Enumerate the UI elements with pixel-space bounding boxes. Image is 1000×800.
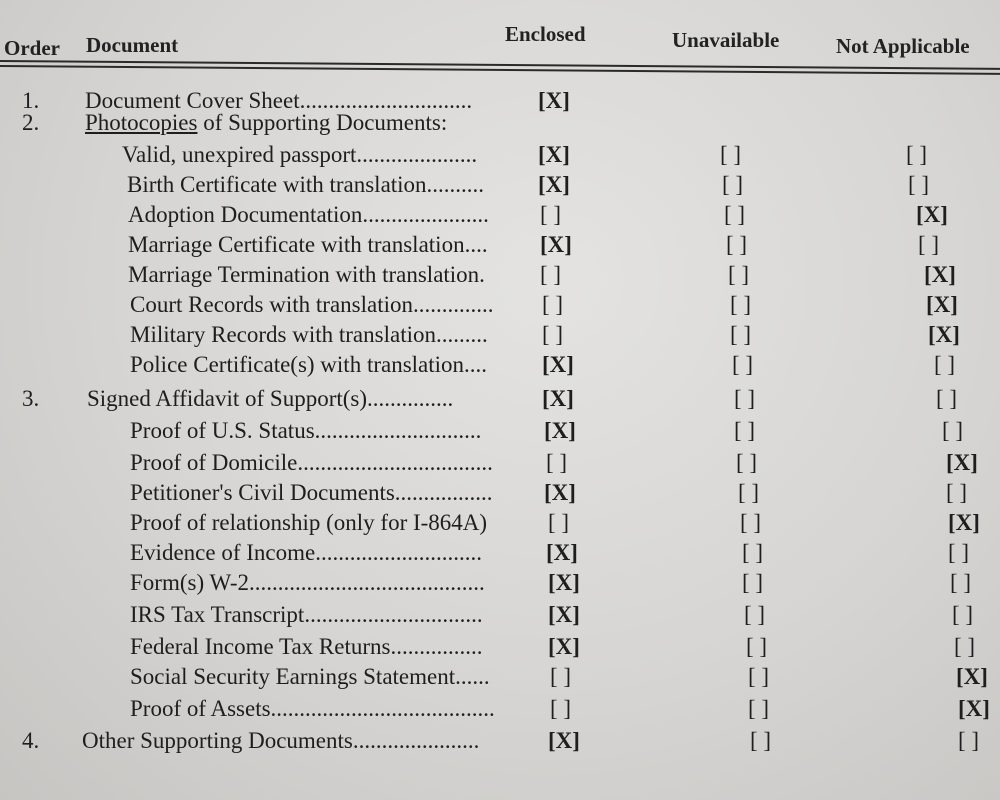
unavailable-checkbox[interactable]: [ ] [724,202,746,227]
document-label: Military Records with translation......... [130,322,488,347]
enclosed-checkbox[interactable]: [ ] [542,292,564,317]
unavailable-checkbox[interactable]: [ ] [722,172,744,197]
enclosed-checkbox[interactable]: [X] [540,232,572,257]
header-not-applicable: Not Applicable [836,34,970,58]
checklist-row [0,202,1000,232]
document-label [85,110,447,136]
not-applicable-checkbox[interactable]: [ ] [906,142,928,167]
not-applicable-checkbox[interactable]: [ ] [934,352,956,377]
not-applicable-checkbox[interactable]: [ ] [908,172,930,197]
not-applicable-checkbox[interactable]: [ ] [958,728,980,753]
unavailable-checkbox[interactable]: [ ] [736,450,758,475]
document-label: Form(s) W-2......................................... [130,570,485,595]
checklist-row [0,450,1000,480]
unavailable-checkbox[interactable]: [ ] [734,418,756,443]
document-label: Proof of Assets....................................... [130,696,495,721]
not-applicable-checkbox[interactable]: [X] [916,202,948,227]
header-enclosed: Enclosed [505,22,586,46]
label-rest: of Supporting Documents: [197,110,448,135]
enclosed-checkbox[interactable]: [X] [546,540,578,565]
checklist-row [0,728,1000,758]
enclosed-checkbox[interactable]: [X] [538,172,570,197]
checklist-row [0,386,1000,416]
document-label: Other Supporting Documents...................... [82,728,480,753]
not-applicable-checkbox[interactable]: [X] [948,510,980,535]
unavailable-checkbox[interactable]: [ ] [746,634,768,659]
unavailable-checkbox[interactable]: [ ] [744,602,766,627]
not-applicable-checkbox[interactable]: [ ] [952,602,974,627]
unavailable-checkbox[interactable]: [ ] [740,510,762,535]
checklist-row [0,510,1000,540]
checklist-row [0,602,1000,632]
not-applicable-checkbox[interactable]: [X] [956,664,988,689]
document-label: Marriage Termination with translation. [128,262,485,287]
header-order: Order [4,36,60,60]
unavailable-checkbox[interactable]: [ ] [738,480,760,505]
not-applicable-checkbox[interactable]: [ ] [942,418,964,443]
unavailable-checkbox[interactable]: [ ] [728,262,750,287]
document-label: Petitioner's Civil Documents................. [130,480,493,505]
document-label: Adoption Documentation...................... [128,202,489,227]
document-label: Evidence of Income............................. [130,540,482,565]
checklist-row [0,232,1000,262]
document-label: Marriage Certificate with translation.... [128,232,488,257]
document-label: Proof of Domicile.................................. [130,450,493,475]
unavailable-checkbox[interactable]: [ ] [734,386,756,411]
document-label: Valid, unexpired passport..................... [122,142,478,167]
enclosed-checkbox[interactable]: [ ] [540,202,562,227]
not-applicable-checkbox[interactable]: [ ] [948,540,970,565]
not-applicable-checkbox[interactable]: [X] [946,450,978,475]
checklist-row [0,292,1000,322]
document-label: Court Records with translation.............. [130,292,494,317]
enclosed-checkbox[interactable]: [ ] [540,262,562,287]
row-number: 3. [22,386,40,411]
document-label: Police Certificate(s) with translation.... [130,352,488,377]
not-applicable-checkbox[interactable]: [X] [926,292,958,317]
row-number: 1. [22,88,40,113]
document-label: Birth Certificate with translation.......... [127,172,485,197]
unavailable-checkbox[interactable]: [ ] [742,570,764,595]
enclosed-checkbox[interactable]: [X] [548,728,580,753]
document-label: Document Cover Sheet.............................. [85,88,473,113]
enclosed-checkbox[interactable]: [X] [538,142,570,167]
not-applicable-checkbox[interactable]: [ ] [954,634,976,659]
unavailable-checkbox[interactable]: [ ] [720,142,742,167]
checklist-row [0,142,1000,172]
checklist-row [0,570,1000,600]
document-label: Federal Income Tax Returns................ [130,634,483,659]
enclosed-checkbox[interactable]: [X] [548,634,580,659]
document-label: Proof of relationship (only for I-864A) [130,510,488,535]
enclosed-checkbox[interactable]: [ ] [550,696,572,721]
checklist-row [0,540,1000,570]
checklist-row [0,418,1000,448]
enclosed-checkbox[interactable]: [X] [544,418,576,443]
checklist-row [0,352,1000,382]
unavailable-checkbox[interactable]: [ ] [742,540,764,565]
not-applicable-checkbox[interactable]: [ ] [936,386,958,411]
unavailable-checkbox[interactable]: [ ] [748,664,770,689]
checklist-row [0,172,1000,202]
not-applicable-checkbox[interactable]: [X] [958,696,990,721]
checklist-row [0,664,1000,694]
enclosed-checkbox[interactable]: [X] [542,352,574,377]
unavailable-checkbox[interactable]: [ ] [750,728,772,753]
checklist-row [0,110,1000,140]
enclosed-checkbox[interactable]: [X] [548,602,580,627]
not-applicable-checkbox[interactable]: [ ] [946,480,968,505]
unavailable-checkbox[interactable]: [ ] [748,696,770,721]
enclosed-checkbox[interactable]: [X] [538,88,570,113]
checklist-row [0,480,1000,510]
enclosed-checkbox[interactable]: [X] [544,480,576,505]
enclosed-checkbox[interactable]: [ ] [546,450,568,475]
unavailable-checkbox[interactable]: [ ] [726,232,748,257]
unavailable-checkbox[interactable]: [ ] [730,292,752,317]
checklist-row [0,262,1000,292]
enclosed-checkbox[interactable]: [X] [548,570,580,595]
checklist-row [0,634,1000,664]
underlined-label: Photocopies [85,110,198,135]
checklist-row [0,696,1000,726]
document-label: IRS Tax Transcript............................... [130,602,483,627]
header-document: Document [86,33,179,57]
unavailable-checkbox[interactable]: [ ] [732,352,754,377]
document-label: Proof of U.S. Status............................. [130,418,482,443]
row-number: 2. [22,110,40,135]
not-applicable-checkbox[interactable]: [X] [928,322,960,347]
enclosed-checkbox[interactable]: [X] [542,386,574,411]
unavailable-checkbox[interactable]: [ ] [730,322,752,347]
document-label: Social Security Earnings Statement...... [130,664,490,689]
not-applicable-checkbox[interactable]: [ ] [950,570,972,595]
not-applicable-checkbox[interactable]: [ ] [918,232,940,257]
checklist-row [0,322,1000,352]
not-applicable-checkbox[interactable]: [X] [924,262,956,287]
row-number: 4. [22,728,40,753]
header-unavailable: Unavailable [672,28,780,52]
enclosed-checkbox[interactable]: [ ] [548,510,570,535]
document-label: Signed Affidavit of Support(s)............... [87,386,454,411]
enclosed-checkbox[interactable]: [ ] [550,664,572,689]
enclosed-checkbox[interactable]: [ ] [542,322,564,347]
